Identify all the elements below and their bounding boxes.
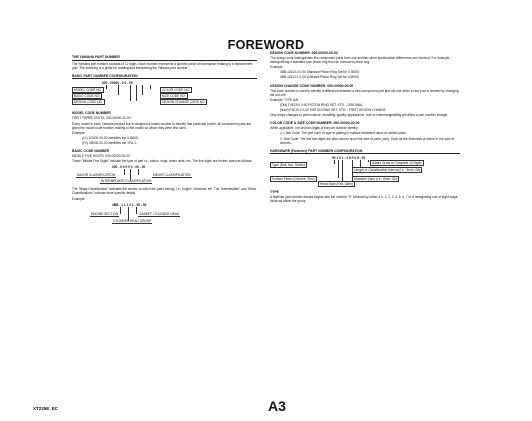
diagram-label: DESIGN CHANGE CODE NO. xyxy=(162,100,206,105)
example-label: Example: xyxy=(72,130,86,135)
page-title: FOREWORD xyxy=(227,38,305,52)
right-column xyxy=(270,51,460,205)
connector-line xyxy=(150,85,151,89)
diagram-label: MODEL CODE NO. xyxy=(74,88,102,93)
section-heading: DESIGN CHANGE CODE NUMBER: 000-00000-00-00 xyxy=(270,83,354,88)
section-heading: MODEL CODE NUMBER xyxy=(72,111,111,116)
connector-line xyxy=(124,169,125,175)
diagram-label: CYLINDER HEAD GROUP xyxy=(113,218,152,223)
diagram-code: 000 - 00000 - 0 0 - 00 xyxy=(102,81,133,86)
paragraph: The "Major Classification" indicates the section to which the parts belong, i.e., engine, electrical, etc. The "Intermediate" and "Minor Classifications" indicate more specific details. xyxy=(72,187,257,196)
diagram-label: BASIC CODE NO. xyxy=(74,94,101,99)
example-line: (New) F4E19-0 1-00 PISTON RING SET, STD. - FIRST DESIGN CHANGE xyxy=(280,108,386,113)
paragraph: Every model in each Yamaha product line is assigned a model number to identify that particular model. All component parts are given the model code number relating to the model on which they were first used. xyxy=(72,121,252,130)
connector-line xyxy=(342,160,343,182)
connector-line xyxy=(142,85,143,95)
connector-line xyxy=(130,85,131,101)
connector-line xyxy=(128,207,129,221)
example-label: Example: xyxy=(72,196,86,201)
connector-line xyxy=(130,169,131,181)
page-number: A3 xyxy=(268,398,286,414)
diagram-label: Type (Bolt, Nut, Screw) xyxy=(272,163,305,168)
example-line: (FV) 4B000-00-00 identifies the YFA-1. xyxy=(82,140,137,145)
example-line: (Old) F4E19-0 0-00 PISTON RING SET, STD. - ORIGINAL xyxy=(280,102,363,107)
diagram-label: MAJOR CLASSIFICATION xyxy=(77,173,116,178)
paragraph: When applicable, the last two digits of the part number identify: xyxy=(270,126,359,131)
connector-line xyxy=(136,85,137,101)
paragraph: The design code distinguishes like component parts from one another when specification differences are involved. For example, distinguishing a standard size piston ring from an oversized piston ring. xyxy=(270,56,451,65)
example-label: Example: xyxy=(270,65,284,70)
connector-line xyxy=(120,207,121,214)
example-label: Example: TYPE A/B xyxy=(270,97,299,102)
paragraph: These "Middle Five Digits" indicate the type of part i.e., piston, rings, tower units, etc. The five digits are broken down as follows: xyxy=(72,159,253,164)
section-heading: THE YAMAHA PART NUMBER xyxy=(72,55,257,61)
example-code-diagram xyxy=(72,203,257,227)
diagram-label: Diameter (mm) (i.e., 6mm -06) xyxy=(354,177,397,182)
connector-line xyxy=(360,160,361,168)
section-subheading: FIRST THREE DIGITS: 000-00000-00-00 xyxy=(72,116,131,121)
connector-line xyxy=(334,160,335,164)
section-heading: BASIC CODE NUMBER xyxy=(72,149,110,154)
basic-part-diagram xyxy=(72,81,257,107)
diagram-label: DESIGN CODE NO. xyxy=(74,100,103,105)
paragraph: This code number is used to identify a difference between a new component part and old one when a new part is created by changing the old one. xyxy=(270,88,459,97)
diagram-label: Length or Classification Interval (i.e., 8mm -08) xyxy=(354,168,421,173)
diagram-code: 000 - 0 0 0 0 0 - 00 - 00 xyxy=(112,165,146,170)
diagram-label: Added Zeros to Complete 12 Digits xyxy=(372,161,422,166)
diagram-label: MINOR CLASSIFICATION xyxy=(153,173,191,178)
diagram-code: 4BB - 1 1 1 3 1 - 00 - 00 xyxy=(112,202,147,207)
connector-line xyxy=(106,85,107,89)
basic-code-diagram xyxy=(72,165,257,185)
diagram-label: INTERMEDIATE CLASSIFICATION xyxy=(101,179,152,184)
section-heading: HARDWARE (Fastener) PART NUMBER CONFIGURATION xyxy=(270,149,460,155)
section-heading: TYPE xyxy=(270,190,279,195)
list-item: 1. Color Code: The part color or type of plating or surface treatment used on certain parts. xyxy=(280,131,407,136)
document-code: XT225E_EC xyxy=(33,406,59,411)
example-line: 4BB-11610-1 0-00 Oversize Piston Ring Set for XJ600S xyxy=(280,75,359,80)
diagram-code: 90 1 0 1 - 0 6 0 0 8 - 00 xyxy=(332,156,366,161)
connector-line xyxy=(338,160,339,178)
hardware-diagram xyxy=(270,156,460,186)
diagram-label: GASKET, CYLINDER HEAD xyxy=(139,211,180,216)
connector-line xyxy=(352,160,353,177)
example-line: 4BB-11610-0 0-00 Standard Piston Ring Set for XJ600S xyxy=(280,70,360,75)
left-column xyxy=(72,51,257,229)
list-item: 2. Size Code: The last two digits are also used to show the size of parts (mm). Such as the thickness of shims or the size of sleeves. xyxy=(280,136,454,145)
section-heading: BASIC PART NUMBER CONFIGURATION xyxy=(72,74,257,80)
diagram-label: Surface Finish (Chrome, Zinc) xyxy=(272,177,315,182)
connector-line xyxy=(368,160,369,162)
example-line: (1L) 1G000-00-00 identifies the XJ600S. xyxy=(82,135,140,140)
diagram-label: SIZE CODE NO. xyxy=(162,94,186,99)
diagram-label: COLOR CODE NO. xyxy=(162,88,190,93)
section-heading: COLOR CODE & SIZE CODE NUMBER: 000-00000-00-00 xyxy=(270,121,360,126)
connector-line xyxy=(118,85,119,95)
paragraph: The Yamaha part number consists of 12 digits. Each number represents a specific piece of information relating to a replacement part. The following is a guide for reading and interpreting the Yamaha part number. xyxy=(72,61,253,70)
connector-line xyxy=(136,207,137,214)
section-subheading: MIDDLE FIVE DIGITS: 000-00000-00-00 xyxy=(72,154,130,159)
paragraph: A fastener part number always begins with the number "9" followed by either a 0, 1, 2, 3, 4, 5, 6, 7 or 8 designating one of eight major divisions within the group. xyxy=(270,195,458,204)
diagram-label: ENGINE SECTION xyxy=(91,211,119,216)
diagram-label: Head Style (Hex, Allen) xyxy=(320,182,353,187)
connector-line xyxy=(138,169,139,175)
section-heading: DESIGN CODE NUMBER: 000-00000-00-00 xyxy=(270,51,338,55)
paragraph: Only major changes to performance, durability, quality, appearance, size or interchangeability will affect a part number change. xyxy=(270,113,449,118)
